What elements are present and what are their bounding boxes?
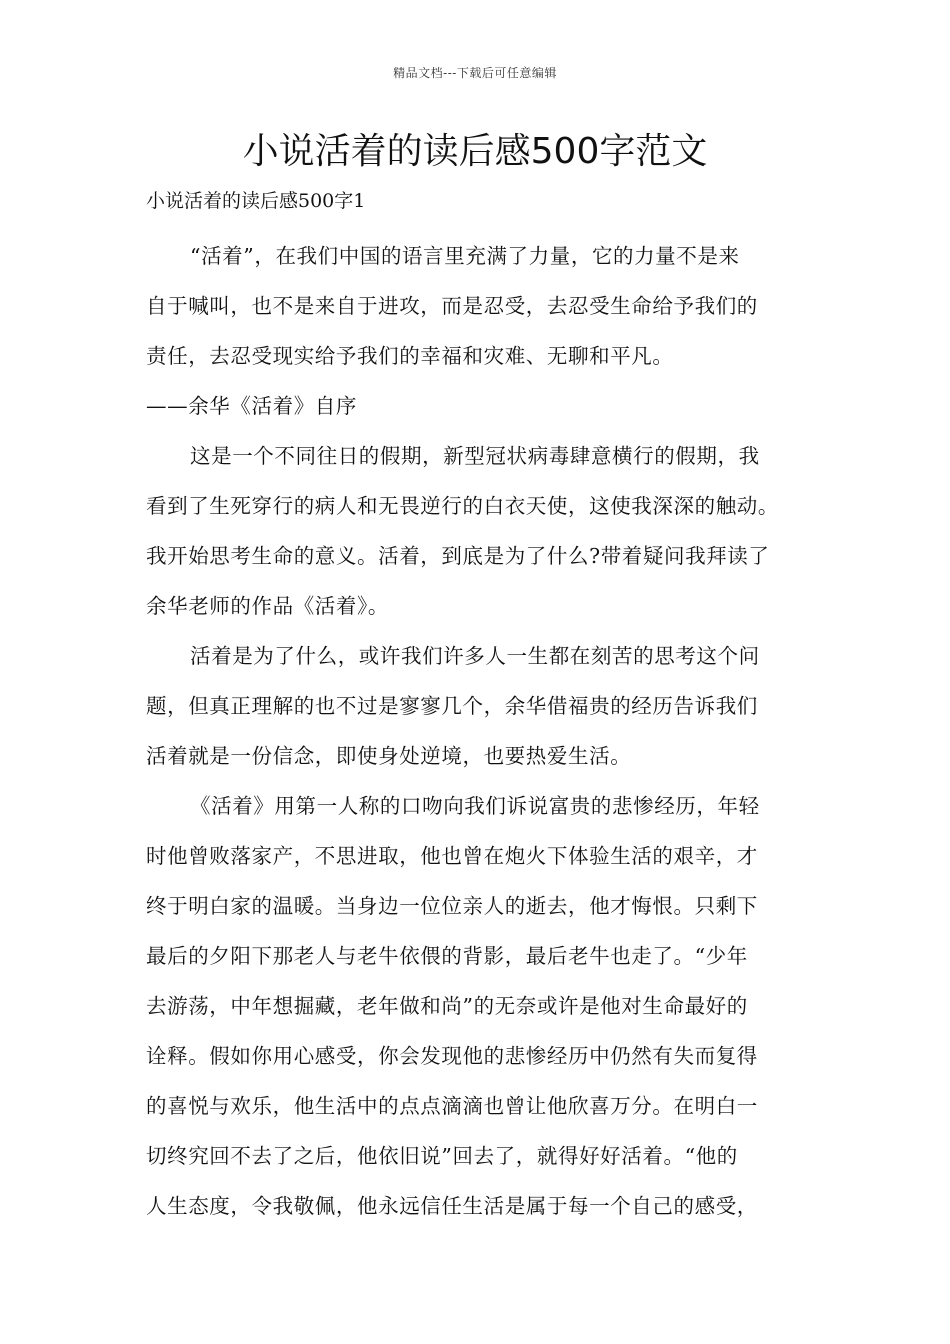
paragraph-line: 我开始思考生命的意义。活着，到底是为了什么?带着疑问我拜读了 — [146, 544, 770, 568]
paragraph-line: 活着就是一份信念，即使身处逆境，也要热爱生活。 — [146, 744, 632, 768]
paragraph-line: 最后的夕阳下那老人与老牛依偎的背影，最后老牛也走了。“少年 — [146, 944, 748, 968]
paragraph — [146, 781, 810, 1231]
paragraph-line: 《活着》用第一人称的口吻向我们诉说富贵的悲惨经历，年轻 — [190, 794, 760, 818]
paragraph — [146, 631, 810, 781]
paragraph-line: 自于喊叫，也不是来自于进攻，而是忍受，去忍受生命给予我们的 — [146, 294, 758, 318]
paragraph — [146, 381, 810, 431]
body-text — [146, 231, 810, 1231]
paragraph-line: 题，但真正理解的也不过是寥寥几个，余华借福贵的经历告诉我们 — [146, 694, 758, 718]
paragraph-line: “活着”，在我们中国的语言里充满了力量，它的力量不是来 — [190, 244, 740, 268]
paragraph — [146, 231, 810, 381]
paragraph-line: 人生态度，令我敬佩，他永远信任生活是属于每一个自己的感受， — [146, 1194, 758, 1218]
paragraph-line: 活着是为了什么，或许我们许多人一生都在刻苦的思考这个问 — [190, 644, 760, 668]
paragraph-line: 责任，去忍受现实给予我们的幸福和灾难、无聊和平凡。 — [146, 344, 674, 368]
paragraph-line: 诠释。假如你用心感受，你会发现他的悲惨经历中仍然有失而复得 — [146, 1044, 758, 1068]
document-title: 小说活着的读后感500字范文 — [242, 131, 708, 172]
paragraph-line: 去游荡，中年想掘藏，老年做和尚”的无奈或许是他对生命最好的 — [146, 994, 748, 1018]
paragraph-line: 终于明白家的温暖。当身边一位位亲人的逝去，他才悔恨。只剩下 — [146, 894, 758, 918]
section-subtitle: 小说活着的读后感500字1 — [146, 190, 366, 212]
paragraph-line: 这是一个不同往日的假期，新型冠状病毒肆意横行的假期，我 — [190, 444, 760, 468]
paragraph-line: 切终究回不去了之后，他依旧说”回去了，就得好好活着。“他的 — [146, 1144, 738, 1168]
paragraph-line: 的喜悦与欢乐，他生活中的点点滴滴也曾让他欣喜万分。在明白一 — [146, 1094, 758, 1118]
paragraph-line: 时他曾败落家产，不思进取，他也曾在炮火下体验生活的艰辛，才 — [146, 844, 758, 868]
paragraph-line: 余华老师的作品《活着》。 — [146, 594, 389, 618]
paragraph — [146, 431, 810, 631]
paragraph-line: 看到了生死穿行的病人和无畏逆行的白衣天使，这使我深深的触动。 — [146, 494, 779, 518]
paragraph-line: ——余华《活着》自序 — [146, 394, 357, 418]
header-note: 精品文档---下载后可任意编辑 — [393, 66, 557, 80]
